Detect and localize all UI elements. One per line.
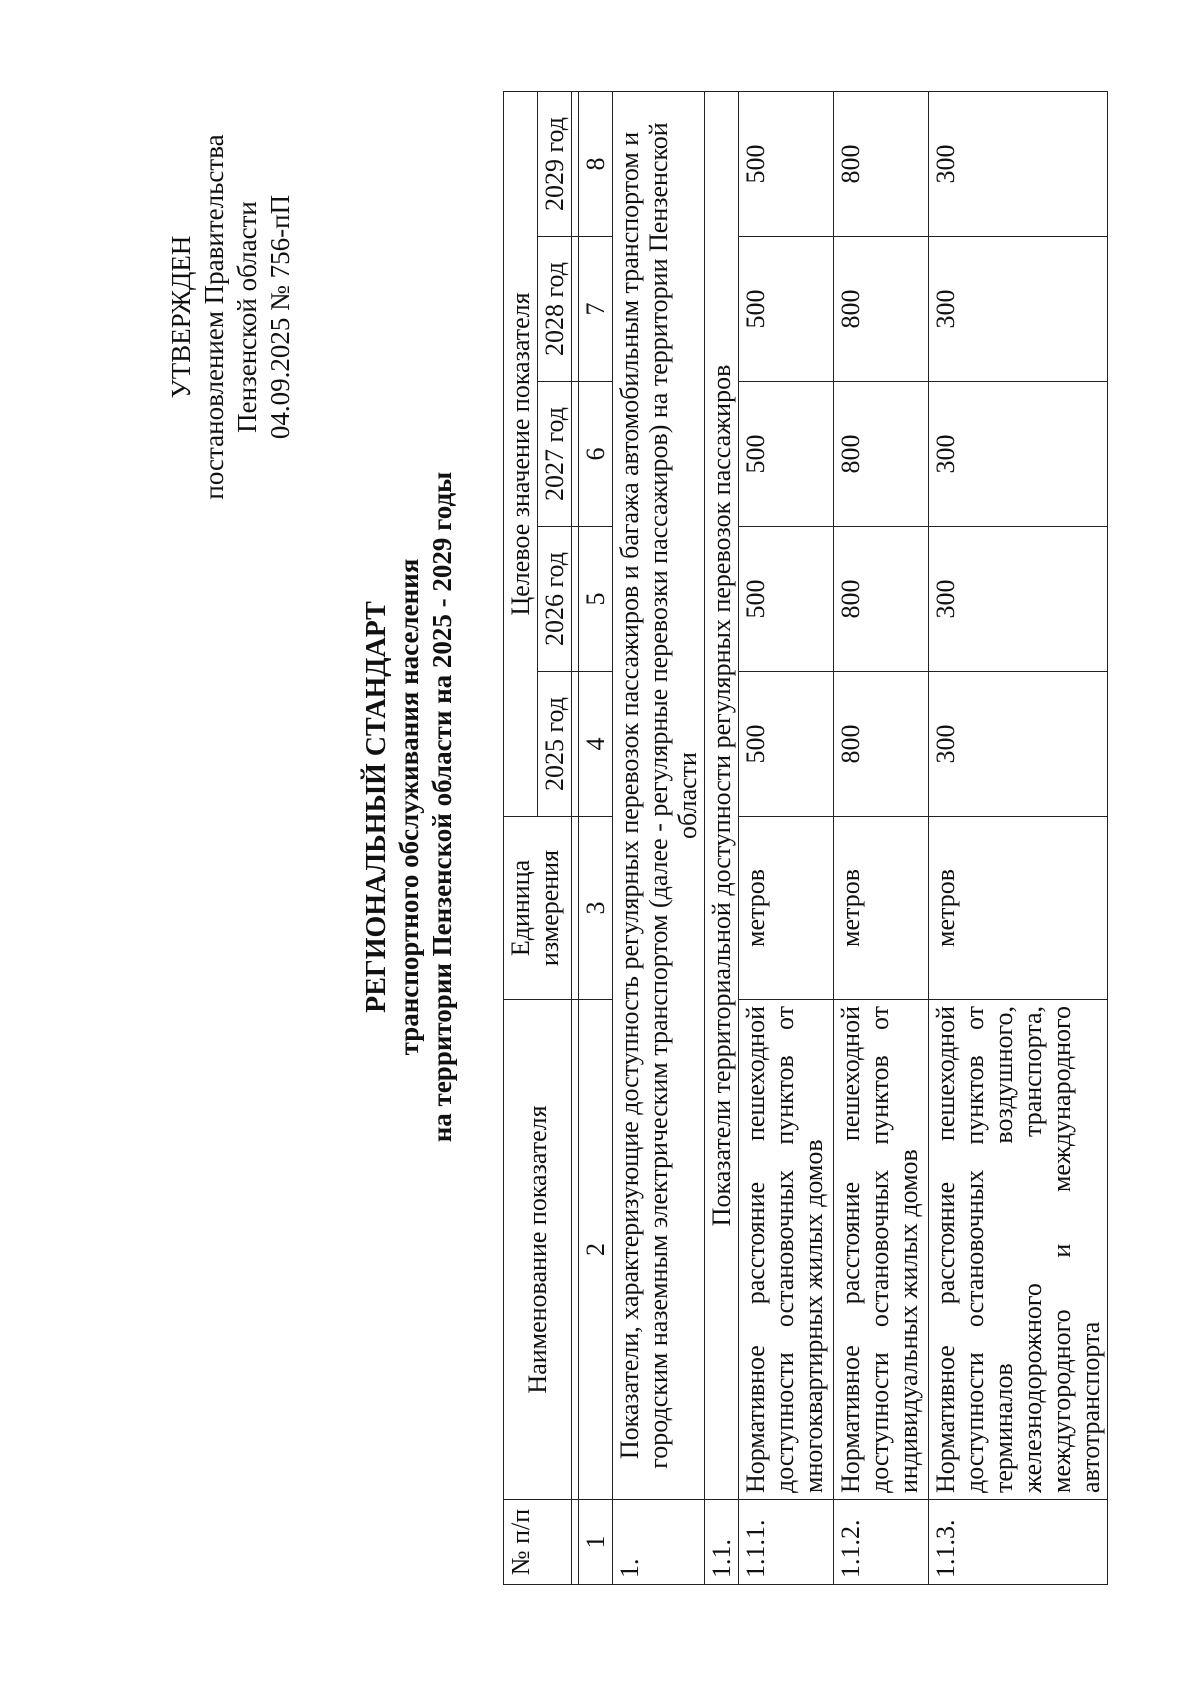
header-year-2029: 2029 год: [538, 91, 572, 236]
header-year-2028: 2028 год: [538, 237, 572, 382]
header-unit: Единица измерения: [504, 817, 572, 1000]
document-title: [360, 357, 459, 1257]
column-number: 6: [579, 382, 613, 527]
row-value: 500: [739, 237, 834, 382]
column-number: 7: [579, 237, 613, 382]
header-target: Целевое значение показателя: [504, 91, 538, 816]
section-row: [613, 91, 705, 1584]
row-value: 300: [929, 237, 1108, 382]
row-value: 800: [834, 237, 929, 382]
row-value: 800: [834, 382, 929, 527]
header-name: Наименование показателя: [504, 1000, 572, 1500]
row-value: 500: [739, 527, 834, 672]
row-value: 300: [929, 91, 1108, 236]
section-num: 1.: [613, 1500, 705, 1585]
table-row: [929, 91, 1108, 1584]
row-name: Нормативное расстояние пешеходной доступности остановочных пунктов от терминалов воздушного, железнодорожного транспорта, междугородного и международного автотранспорта: [929, 1000, 1108, 1500]
column-number: 5: [579, 527, 613, 672]
column-number: 3: [579, 817, 613, 1000]
column-number: 8: [579, 91, 613, 236]
row-name: Нормативное расстояние пешеходной доступности остановочных пунктов от индивидуальных жилых домов: [834, 1000, 929, 1500]
approval-line-2: постановлением Правительства: [199, 134, 229, 500]
row-unit: метров: [929, 817, 1108, 1000]
subsection-title: Показатели территориальной доступности регулярных перевозок пассажиров: [705, 91, 739, 1499]
row-value: 300: [929, 527, 1108, 672]
table-row: [739, 91, 834, 1584]
section-title: Показатели, характеризующие доступность регулярных перевозок пассажиров и багажа автомобильным транспортом и городским наземным электрическим транспортом (далее - регулярные перевозки пассажиров) на территории Пензенской области: [613, 91, 705, 1499]
header-separator: [572, 91, 579, 1584]
header-year-2026: 2026 год: [538, 527, 572, 672]
row-num: 1.1.1.: [739, 1500, 834, 1585]
column-numbers-row: [579, 91, 613, 1584]
row-value: 500: [739, 382, 834, 527]
row-name: Нормативное расстояние пешеходной доступности остановочных пунктов от многоквартирных жилых домов: [739, 1000, 834, 1500]
row-value: 800: [834, 91, 929, 236]
header-num: № п/п: [504, 1500, 572, 1585]
approval-line-4: 04.09.2025 № 756-пП: [265, 194, 295, 440]
subsection-row: [705, 91, 739, 1584]
row-value: 500: [739, 672, 834, 817]
title-line-1: РЕГИОНАЛЬНЫЙ СТАНДАРТ: [361, 601, 392, 1013]
header-year-2027: 2027 год: [538, 382, 572, 527]
row-value: 800: [834, 672, 929, 817]
row-num: 1.1.2.: [834, 1500, 929, 1585]
column-number: 2: [579, 1000, 613, 1500]
row-unit: метров: [834, 817, 929, 1000]
row-num: 1.1.3.: [929, 1500, 1108, 1585]
approval-stamp: [165, 107, 297, 527]
row-value: 300: [929, 382, 1108, 527]
subsection-num: 1.1.: [705, 1500, 739, 1585]
title-line-3: на территории Пензенской области на 2025 - 2029 годы: [427, 471, 457, 1143]
approval-line-1: УТВЕРЖДЕН: [166, 235, 196, 399]
column-number: 1: [579, 1500, 613, 1585]
title-line-2: транспортного обслуживания населения: [394, 558, 424, 1056]
column-number: 4: [579, 672, 613, 817]
row-value: 500: [739, 91, 834, 236]
row-value: 300: [929, 672, 1108, 817]
header-row-1: [504, 91, 538, 1584]
header-year-2025: 2025 год: [538, 672, 572, 817]
approval-line-3: Пензенской области: [232, 201, 262, 433]
table-row: [834, 91, 929, 1584]
row-unit: метров: [739, 817, 834, 1000]
row-value: 800: [834, 527, 929, 672]
indicators-table: [503, 91, 1108, 1585]
